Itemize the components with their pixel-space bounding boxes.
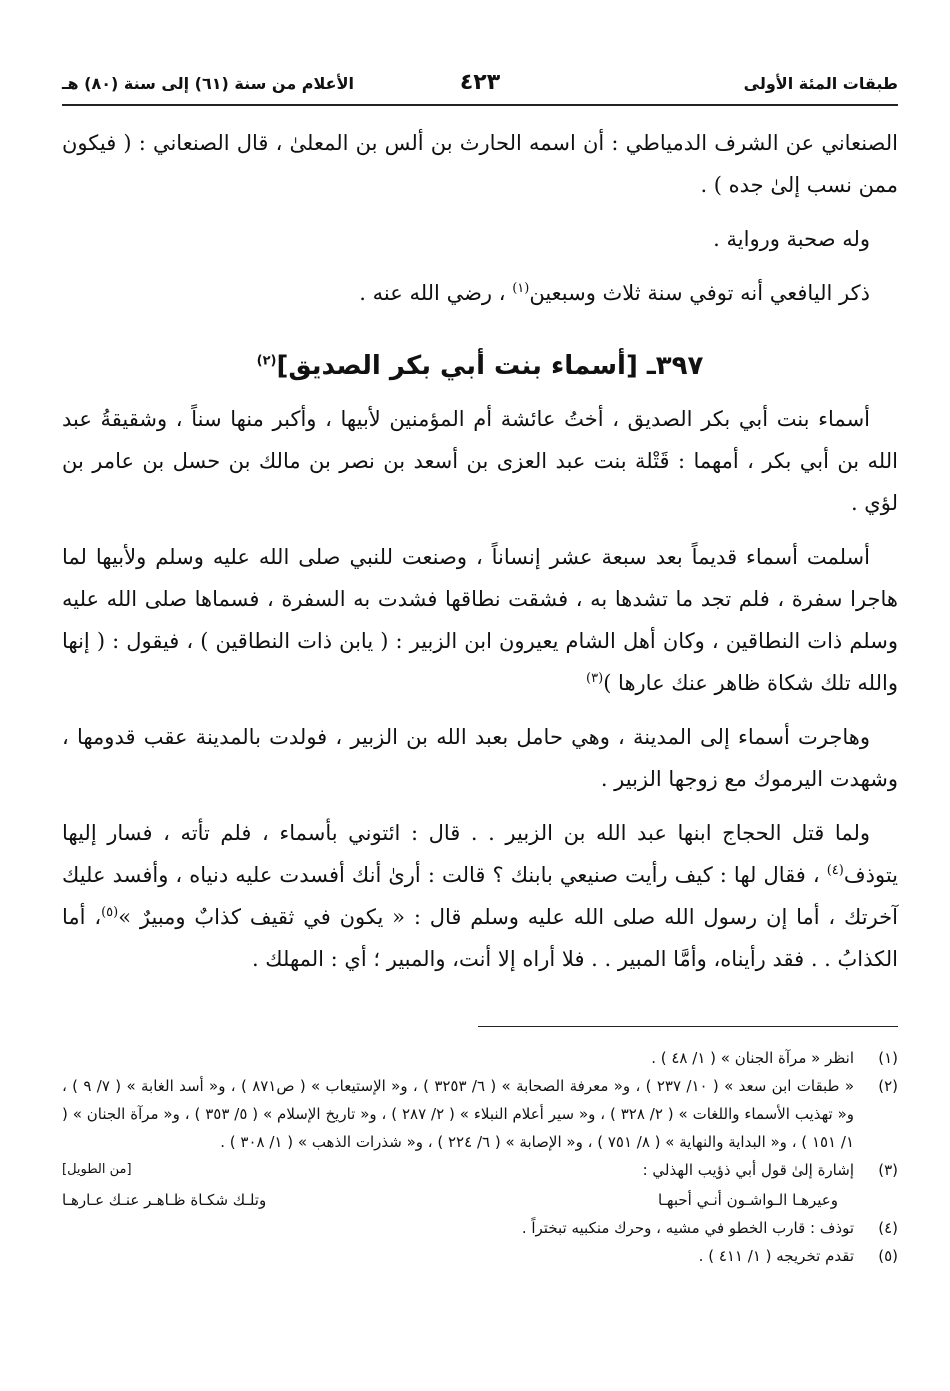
- paragraph-text: ، فقال لها : كيف رأيت صنيعي بابنك ؟ قالت : أرىٰ أنك أفسدت عليه دنياه ، وأفسد عليك آخرتك ، أما إن رسول الله صلى الله عليه وسلم قال : « يكون في ثقيف كذابٌ ومبيرٌ »: [62, 863, 898, 929]
- footnote-text: إشارة إلىٰ قول أبي ذؤيب الهذلي :: [642, 1161, 854, 1179]
- document-page: [62, 0, 898, 1391]
- footnote-number: (٣): [878, 1161, 898, 1179]
- book-title: طبقات المئة الأولى: [743, 74, 898, 93]
- entry-heading: [62, 344, 898, 388]
- footnote: [62, 1044, 898, 1072]
- footnote-number: (١): [878, 1049, 898, 1067]
- footnote-number: (٥): [878, 1247, 898, 1265]
- entry-heading-text: ٣٩٧ـ [أسماء بنت أبي بكر الصديق]: [276, 351, 704, 381]
- paragraph: أسماء بنت أبي بكر الصديق ، أختُ عائشة أم المؤمنين لأبيها ، وأكبر منها سناً ، وشقيقةُ عبد الله بن أبي بكر ، أمهما : قَتْلة بنت عبد العزى بن أسعد بن نصر بن مالك بن حسل بن عامر بن لؤي .: [62, 407, 898, 515]
- paragraph-text: ، رضي الله عنه .: [359, 281, 513, 305]
- footnote-text: انظر « مرآة الجنان » ( ١/ ٤٨ ) .: [651, 1049, 854, 1067]
- paragraph-text: ذكر اليافعي أنه توفي سنة ثلاث وسبعين: [529, 281, 870, 305]
- paragraph: [62, 536, 898, 704]
- footnote-number: (٤): [878, 1219, 898, 1237]
- footnote-ref: (٢): [256, 353, 277, 369]
- footnote-text: تقدم تخريجه ( ١/ ٤١١ ) .: [698, 1247, 854, 1265]
- footnote-ref: (٤): [826, 863, 844, 878]
- verse-first-hemistich: وعيرهـا الـواشـون أنـي أحبهـا: [657, 1191, 838, 1209]
- footnote: [62, 1156, 898, 1184]
- paragraph: [62, 812, 898, 980]
- paragraph-text: ولما قتل الحجاج ابنها عبد الله بن الزبير . . قال : ائتوني بأسماء ، فلم تأته ، فسار إليها يتوذف: [62, 821, 898, 887]
- footnote: [62, 1072, 898, 1156]
- footnote-text: توذف : قارب الخطو في مشيه ، وحرك منكبيه تبختراً .: [521, 1219, 854, 1237]
- paragraph: الصنعاني عن الشرف الدمياطي : أن اسمه الحارث بن ألس بن المعلىٰ ، قال الصنعاني : ( فيكون ممن نسب إلىٰ جده ) .: [62, 131, 898, 197]
- main-text: [62, 122, 898, 992]
- footnote-number: (٢): [878, 1077, 898, 1095]
- footnote-text: « طبقات ابن سعد » ( ١٠/ ٢٣٧ ) ، و« معرفة الصحابة » ( ٦/ ٣٢٥٣ ) ، و« الإستيعاب » ( ص٨٧١ ) ، و« أسد الغابة » ( ٧/ ٩ ) ، و« تهذيب الأسماء واللغات » ( ٢/ ٣٢٨ ) ، و« سير أعلام النبلاء » ( ٢/ ٢٨٧ ) ، و« تاريخ الإسلام » ( ٥/ ٣٥٣ ) ، و« مرآة الجنان » ( ١/ ١٥١ ) ، و« البداية والنهاية » ( ٨/ ٧٥١ ) ، و« الإصابة » ( ٦/ ٢٢٤ ) ، و« شذرات الذهب » ( ١/ ٣٠٨ ) .: [62, 1077, 855, 1151]
- paragraph: [62, 272, 898, 314]
- page-number: ٤٢٣: [459, 70, 501, 95]
- paragraph: وهاجرت أسماء إلى المدينة ، وهي حامل بعبد الله بن الزبير ، فولدت بالمدينة عقب قدومها ، وشهدت اليرموك مع زوجها الزبير .: [62, 725, 898, 791]
- footnotes: [62, 1044, 898, 1270]
- footnote: [62, 1214, 898, 1242]
- paragraph-text: ، أما الكذابُ . . فقد رأيناه، وأمَّا المبير . . فلا أراه إلا أنت، والمبير ؛ أي : المهلك .: [62, 905, 898, 971]
- paragraph-text: أسلمت أسماء قديماً بعد سبعة عشر إنساناً ، وصنعت للنبي صلى الله عليه وسلم ولأبيها لما هاجرا سفرة ، فلم تجد ما تشدها به ، فشقت نطاقها فشدت به السفرة ، فسماها صلى الله عليه وسلم ذات النطاقين ، وكان أهل الشام يعيرون ابن الزبير : ( يابن ذات النطاقين ) ، فيقول : ( إنها والله تلك شكاة ظاهر عنك عارها ): [62, 545, 898, 695]
- header-rule: [62, 104, 898, 106]
- poem-verse: [62, 1186, 898, 1214]
- running-head: [62, 70, 898, 100]
- footnote-ref: (٥): [101, 905, 119, 920]
- paragraph: وله صحبة ورواية .: [713, 227, 870, 251]
- section-title: الأعلام من سنة (٦١) إلى سنة (٨٠) هـ: [62, 74, 354, 93]
- verse-second-hemistich: وتلـك شكـاة ظـاهـر عنـك عـارهـا: [62, 1191, 267, 1209]
- footnote-ref: (١): [512, 281, 530, 296]
- footnote-rule: [478, 1026, 898, 1027]
- meter-tag: [من الطويل]: [62, 1162, 132, 1177]
- footnote: [62, 1242, 898, 1270]
- footnote-ref: (٣): [586, 671, 604, 686]
